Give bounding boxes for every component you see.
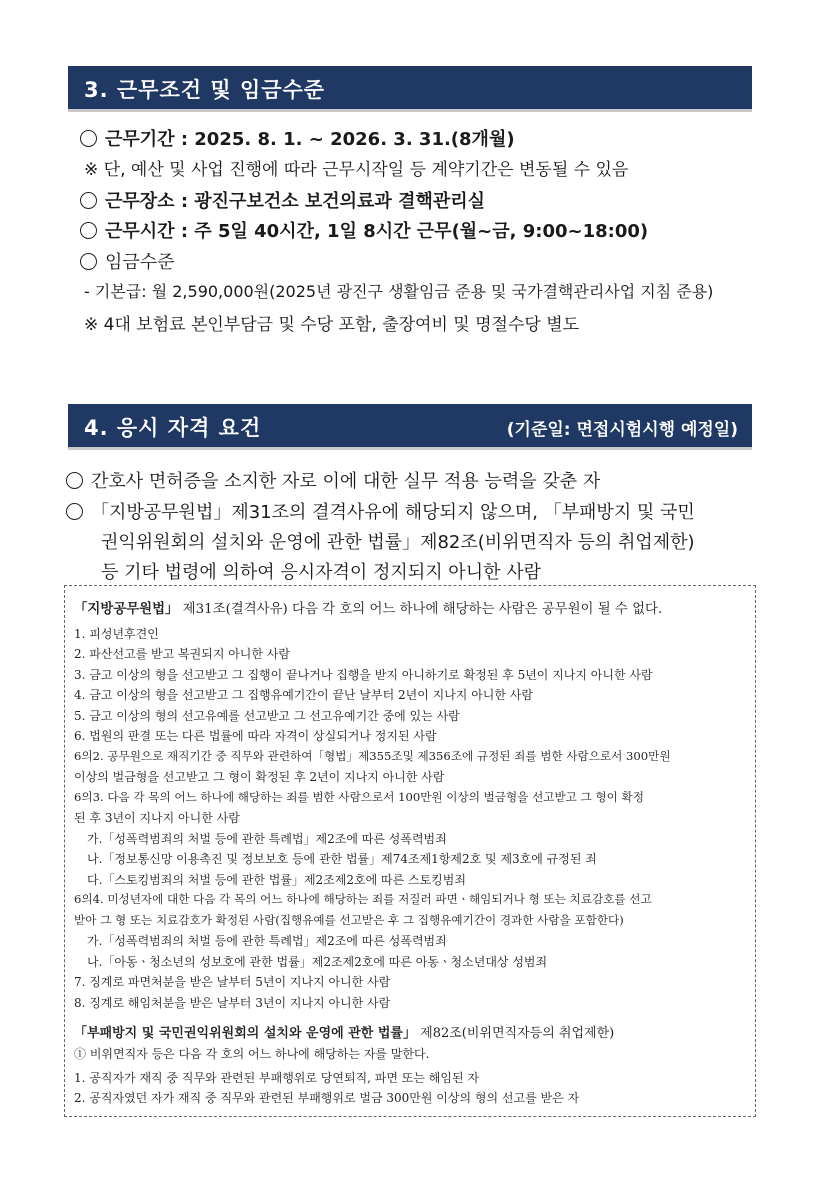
law1-subitem: 가.「성폭력범죄의 처벌 등에 관한 특례법」제2조에 따른 성폭력범죄 <box>87 832 447 846</box>
wage-level <box>80 248 175 274</box>
section4-header <box>68 404 752 450</box>
wage-note: ※ 4대 보험료 본인부담금 및 수당 포함, 출장여비 및 명절수당 별도 <box>84 315 580 335</box>
law1-item: 6의4. 미성년자에 대한 다음 각 목의 어느 하나에 해당하는 죄를 저질러 파면ㆍ해임되거나 형 또는 치료감호를 선고 <box>74 892 652 906</box>
wage-level-text: 임금수준 <box>105 252 175 273</box>
law1-item: 6의2. 공무원으로 재직기간 중 직무와 관련하여「형법」제355조및 제356조에 규정된 죄를 범한 사람으로서 300만원 <box>74 749 671 763</box>
work-period-text: 근무기간 : 2025. 8. 1. ~ 2026. 3. 31.(8개월) <box>105 129 515 150</box>
work-place-text: 근무장소 : 광진구보건소 보건의료과 결핵관리실 <box>105 191 486 212</box>
law1-item: 된 후 3년이 지나지 아니한 사람 <box>74 811 240 825</box>
law2-article: 제82조(비위면직자등의 취업제한) <box>416 1026 615 1041</box>
law1-heading <box>74 598 662 617</box>
requirement-2 <box>66 498 695 524</box>
law2-name: 「부패방지 및 국민권익위원회의 설치와 운영에 관한 법률」 <box>74 1026 416 1041</box>
section3-header <box>68 66 752 112</box>
law2-item: 1. 공직자가 재직 중 직무와 관련된 부패행위로 당연퇴직, 파면 또는 해임된 자 <box>74 1071 479 1085</box>
section3-title: 3. 근무조건 및 임금수준 <box>84 78 326 102</box>
work-period <box>80 125 515 151</box>
law1-subitem: 다.「스토킹범죄의 처벌 등에 관한 법률」제2조제2호에 따른 스토킹범죄 <box>87 873 466 887</box>
work-hours-text: 근무시간 : 주 5일 40시간, 1일 8시간 근무(월~금, 9:00~18:00) <box>105 221 649 242</box>
law1-item: 1. 피성년후견인 <box>74 627 159 641</box>
law1-subitem: 나.「정보통신망 이용촉진 및 정보보호 등에 관한 법률」제74조제1항제2호 및 제3호에 규정된 죄 <box>87 852 597 866</box>
section4-title: 4. 응시 자격 요건 <box>84 416 262 440</box>
law1-item: 5. 금고 이상의 형의 선고유예를 선고받고 그 선고유예기간 중에 있는 사람 <box>74 709 460 723</box>
circle-bullet-icon <box>80 222 97 239</box>
work-period-note: ※ 단, 예산 및 사업 진행에 따라 근무시작일 등 계약기간은 변동될 수 있음 <box>84 160 629 180</box>
work-hours <box>80 217 648 243</box>
circle-bullet-icon <box>80 130 97 147</box>
legal-excerpt-box <box>64 585 756 1117</box>
work-place <box>80 187 485 213</box>
law1-item: 4. 금고 이상의 형을 선고받고 그 집행유예기간이 끝난 날부터 2년이 지나지 아니한 사람 <box>74 688 533 702</box>
circle-bullet-icon <box>80 253 97 270</box>
law1-item: 받아 그 형 또는 치료감호가 확정된 사람(집행유예를 선고받은 후 그 집행유예기간이 경과한 사람을 포함한다) <box>74 913 624 927</box>
circle-bullet-icon <box>80 192 97 209</box>
circle-bullet-icon <box>66 503 83 520</box>
law1-item: 6. 법원의 판결 또는 다른 법률에 따라 자격이 상실되거나 정지된 사람 <box>74 729 437 743</box>
circle-bullet-icon <box>66 472 83 489</box>
section4-basis: (기준일: 면접시험시행 예정일) <box>506 420 738 440</box>
requirement-1 <box>66 467 600 493</box>
law1-item: 7. 징계로 파면처분을 받은 날부터 5년이 지나지 아니한 사람 <box>74 975 391 989</box>
law1-item: 6의3. 다음 각 목의 어느 하나에 해당하는 죄를 범한 사람으로서 100만원 이상의 벌금형을 선고받고 그 형이 확정 <box>74 790 644 804</box>
law2-item: 2. 공직자였던 자가 재직 중 직무와 관련된 부패행위로 벌금 300만원 이상의 형의 선고를 받은 자 <box>74 1091 580 1105</box>
law1-article: 제31조(결격사유) 다음 각 호의 어느 하나에 해당하는 사람은 공무원이 될 수 없다. <box>178 602 663 617</box>
law1-subitem: 나.「아동ㆍ청소년의 성보호에 관한 법률」제2조제2호에 따른 아동ㆍ청소년대상 성범죄 <box>87 955 548 969</box>
requirement-2-line3: 등 기타 법령에 의하여 응시자격이 정지되지 아니한 사람 <box>101 562 541 583</box>
law1-item: 3. 금고 이상의 형을 선고받고 그 집행이 끝나거나 집행을 받지 아니하기로 확정된 후 5년이 지나지 아니한 사람 <box>74 668 653 682</box>
law1-item: 2. 파산선고를 받고 복권되지 아니한 사람 <box>74 647 290 661</box>
law1-item: 이상의 벌금형을 선고받고 그 형이 확정된 후 2년이 지나지 아니한 사람 <box>74 770 445 784</box>
requirement-1-text: 간호사 면허증을 소지한 자로 이에 대한 실무 적용 능력을 갖춘 자 <box>91 471 601 492</box>
law1-name: 「지방공무원법」 <box>74 602 179 617</box>
law1-subitem: 가.「성폭력범죄의 처벌 등에 관한 특례법」제2조에 따른 성폭력범죄 <box>87 934 447 948</box>
law1-item: 8. 징계로 해임처분을 받은 날부터 3년이 지나지 아니한 사람 <box>74 996 391 1010</box>
requirement-2-line1: 「지방공무원법」제31조의 결격사유에 해당되지 않으며, 「부패방지 및 국민 <box>91 502 695 523</box>
wage-detail: - 기본급: 월 2,590,000원(2025년 광진구 생활임금 준용 및 국가결핵관리사업 지침 준용) <box>84 282 714 301</box>
law2-intro: ① 비위면직자 등은 다음 각 호의 어느 하나에 해당하는 자를 말한다. <box>74 1047 430 1061</box>
requirement-2-line2: 권익위원회의 설치와 운영에 관한 법률」제82조(비위면직자 등의 취업제한) <box>101 532 695 553</box>
law2-heading <box>74 1022 614 1041</box>
